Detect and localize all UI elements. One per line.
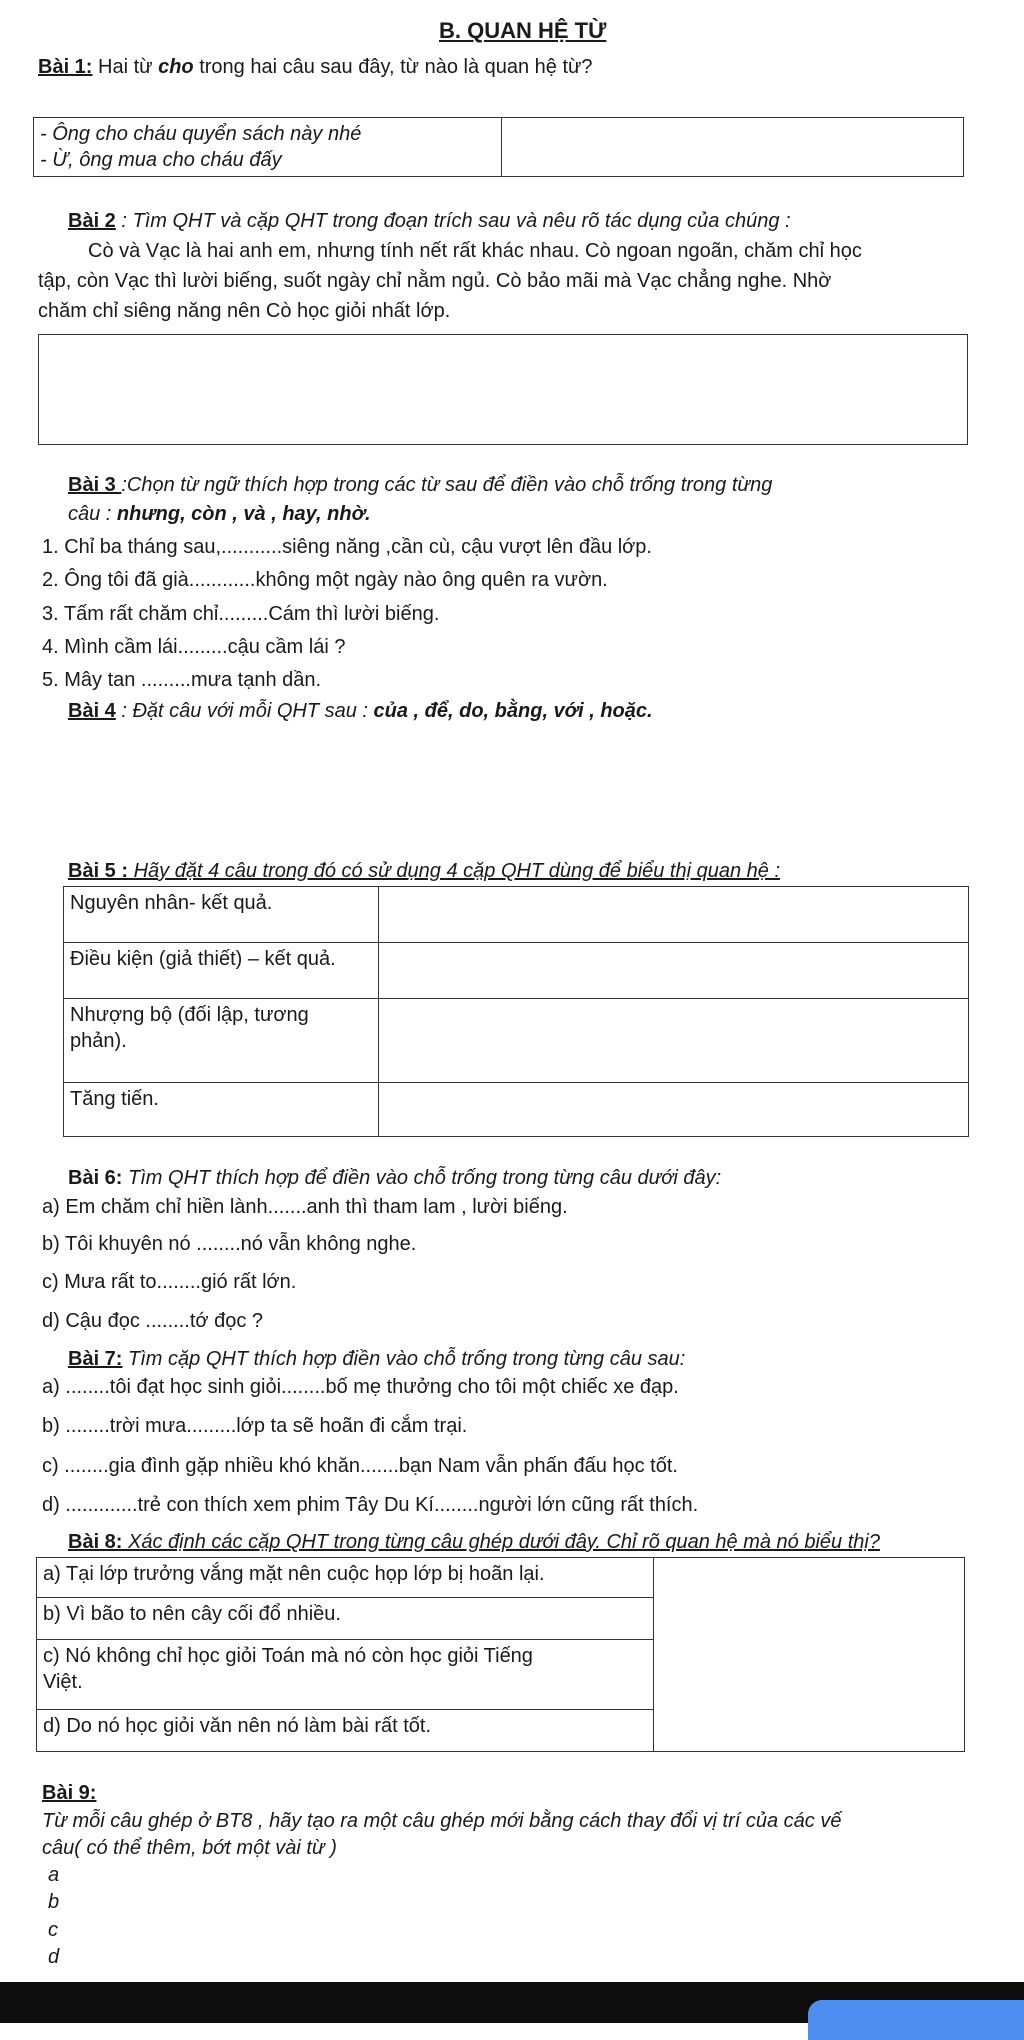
bai5-row-4: Tăng tiến. xyxy=(64,1083,379,1137)
bai5-label: Bài 5 : xyxy=(68,860,129,882)
bai8-answer-cell xyxy=(654,1558,965,1752)
bottom-action-pill[interactable] xyxy=(808,2000,1024,2040)
bai8-row-b: b) Vì bão to nên cây cối đổ nhiều. xyxy=(37,1598,654,1640)
bai2-answer-box xyxy=(38,334,968,445)
bai7-item-a: a) ........tôi đạt học sinh giỏi........bố mẹ thưởng cho tôi một chiếc xe đạp. xyxy=(42,1376,679,1398)
bai6-label: Bài 6: xyxy=(68,1167,123,1189)
bai3-item-3: 3. Tấm rất chăm chỉ.........Cám thì lười biếng. xyxy=(42,603,440,625)
bai3-question-line1 xyxy=(68,474,772,497)
bai2-label: Bài 2 xyxy=(68,210,116,232)
page-title: B. QUAN HỆ TỪ xyxy=(439,18,607,43)
bai2-passage-line2: tập, còn Vạc thì lười biếng, suốt ngày chỉ nằm ngủ. Cò bảo mãi mà Vạc chẳng nghe. Nhờ xyxy=(38,270,832,292)
bai1-q-word: cho xyxy=(158,56,194,78)
bai6-question xyxy=(68,1167,721,1190)
bai4-q: : Đặt câu với mỗi QHT sau : xyxy=(115,700,374,722)
bai9-letter-d: d xyxy=(48,1946,60,1968)
bai9-question-line2: câu( có thể thêm, bớt một vài từ ) xyxy=(42,1837,337,1859)
bai8-row-c: c) Nó không chỉ học giỏi Toán mà nó còn học giỏi Tiếng Việt. xyxy=(37,1640,654,1710)
bai6-item-a: a) Em chăm chỉ hiền lành.......anh thì tham lam , lười biếng. xyxy=(42,1196,568,1218)
bai5-question xyxy=(68,860,780,883)
bai8-q: Xác định các cặp QHT trong từng câu ghép dưới đây. Chỉ rõ quan hệ mà nó biểu thị? xyxy=(122,1531,880,1553)
bai6-item-c: c) Mưa rất to........gió rất lớn. xyxy=(42,1271,297,1293)
bai3-item-5: 5. Mây tan .........mưa tạnh dần. xyxy=(42,669,322,691)
bai8-row-d: d) Do nó học giỏi văn nên nó làm bài rất tốt. xyxy=(37,1710,654,1752)
bai8-row-a: a) Tại lớp trưởng vắng mặt nên cuộc họp lớp bị hoãn lại. xyxy=(37,1558,654,1598)
bai3-item-1: 1. Chỉ ba tháng sau,...........siêng năng ,cần cù, cậu vượt lên đầu lớp. xyxy=(42,536,652,558)
bai8-table xyxy=(36,1557,965,1752)
bai9-question-line1: Từ mỗi câu ghép ở BT8 , hãy tạo ra một câu ghép mới bằng cách thay đổi vị trí của các vế xyxy=(42,1810,842,1832)
bai7-question xyxy=(68,1348,685,1371)
bai5-answer-4 xyxy=(379,1083,969,1137)
bai1-q-pre: Hai từ xyxy=(92,56,159,78)
bai6-item-b: b) Tôi khuyên nó ........nó vẫn không nghe. xyxy=(42,1233,417,1255)
bai5-row-1: Nguyên nhân- kết quả. xyxy=(64,887,379,943)
bai3-word-list: nhưng, còn , và , hay, nhờ. xyxy=(116,503,371,525)
bai6-q: Tìm QHT thích hợp để điền vào chỗ trống trong từng câu dưới đây: xyxy=(122,1167,722,1189)
bai4-label: Bài 4 xyxy=(68,700,116,722)
bai2-question xyxy=(68,210,791,233)
bai3-q1: :Chọn từ ngữ thích hợp trong các từ sau để điền vào chỗ trống trong từng xyxy=(121,474,773,496)
bai7-label: Bài 7: xyxy=(68,1348,123,1370)
bai1-table xyxy=(33,117,964,177)
bai4-words: của , để, do, bằng, với , hoặc. xyxy=(373,700,653,722)
bai9-letter-a: a xyxy=(48,1864,60,1886)
bai2-passage-line1: Cò và Vạc là hai anh em, nhưng tính nết rất khác nhau. Cò ngoan ngoãn, chăm chỉ học xyxy=(88,240,862,262)
bai1-row-1: - Ông cho cháu quyển sách này nhé xyxy=(34,118,502,148)
bai8-label: Bài 8: xyxy=(68,1531,123,1553)
bai9-label: Bài 9: xyxy=(42,1782,97,1804)
bai3-item-4: 4. Mình cầm lái.........cậu cầm lái ? xyxy=(42,636,346,658)
bai8-question xyxy=(68,1531,880,1554)
bai3-question-line2 xyxy=(68,503,371,526)
bai5-row-2: Điều kiện (giả thiết) – kết quả. xyxy=(64,943,379,999)
bai1-answer-cell xyxy=(502,118,964,177)
bai5-q: Hãy đặt 4 câu trong đó có sử dụng 4 cặp QHT dùng để biểu thị quan hệ : xyxy=(128,860,781,882)
bai7-item-b: b) ........trời mưa.........lớp ta sẽ hoãn đi cắm trại. xyxy=(42,1415,468,1437)
bai5-answer-3 xyxy=(379,999,969,1083)
bai9-letter-c: c xyxy=(48,1919,58,1941)
bai3-q2a: câu : xyxy=(68,503,117,525)
bai3-label: Bài 3 xyxy=(68,474,122,496)
bai9-letter-b: b xyxy=(48,1891,60,1913)
bai1-question xyxy=(38,56,593,79)
bai1-row-2: - Ừ, ông mua cho cháu đấy xyxy=(34,147,502,177)
bai1-q-post: trong hai câu sau đây, từ nào là quan hệ từ? xyxy=(193,56,593,78)
bai7-item-d: d) .............trẻ con thích xem phim Tây Du Kí........người lớn cũng rất thích. xyxy=(42,1494,699,1516)
bai3-item-2: 2. Ông tôi đã già............không một ngày nào ông quên ra vườn. xyxy=(42,569,608,591)
bai4-question xyxy=(68,700,653,723)
bai5-table xyxy=(63,886,969,1137)
bai5-answer-2 xyxy=(379,943,969,999)
bai6-item-d: d) Cậu đọc ........tớ đọc ? xyxy=(42,1310,263,1332)
bai7-q: Tìm cặp QHT thích hợp điền vào chỗ trống trong từng câu sau: xyxy=(122,1348,686,1370)
bai2-passage-line3: chăm chỉ siêng năng nên Cò học giỏi nhất lớp. xyxy=(38,300,451,322)
bai5-row-3: Nhượng bộ (đối lập, tương phản). xyxy=(64,999,379,1083)
bai5-answer-1 xyxy=(379,887,969,943)
bai1-label: Bài 1: xyxy=(38,56,93,78)
bai7-item-c: c) ........gia đình gặp nhiều khó khăn.......bạn Nam vẫn phấn đấu học tốt. xyxy=(42,1455,678,1477)
bai2-q: : Tìm QHT và cặp QHT trong đoạn trích sau và nêu rõ tác dụng của chúng : xyxy=(115,210,791,232)
